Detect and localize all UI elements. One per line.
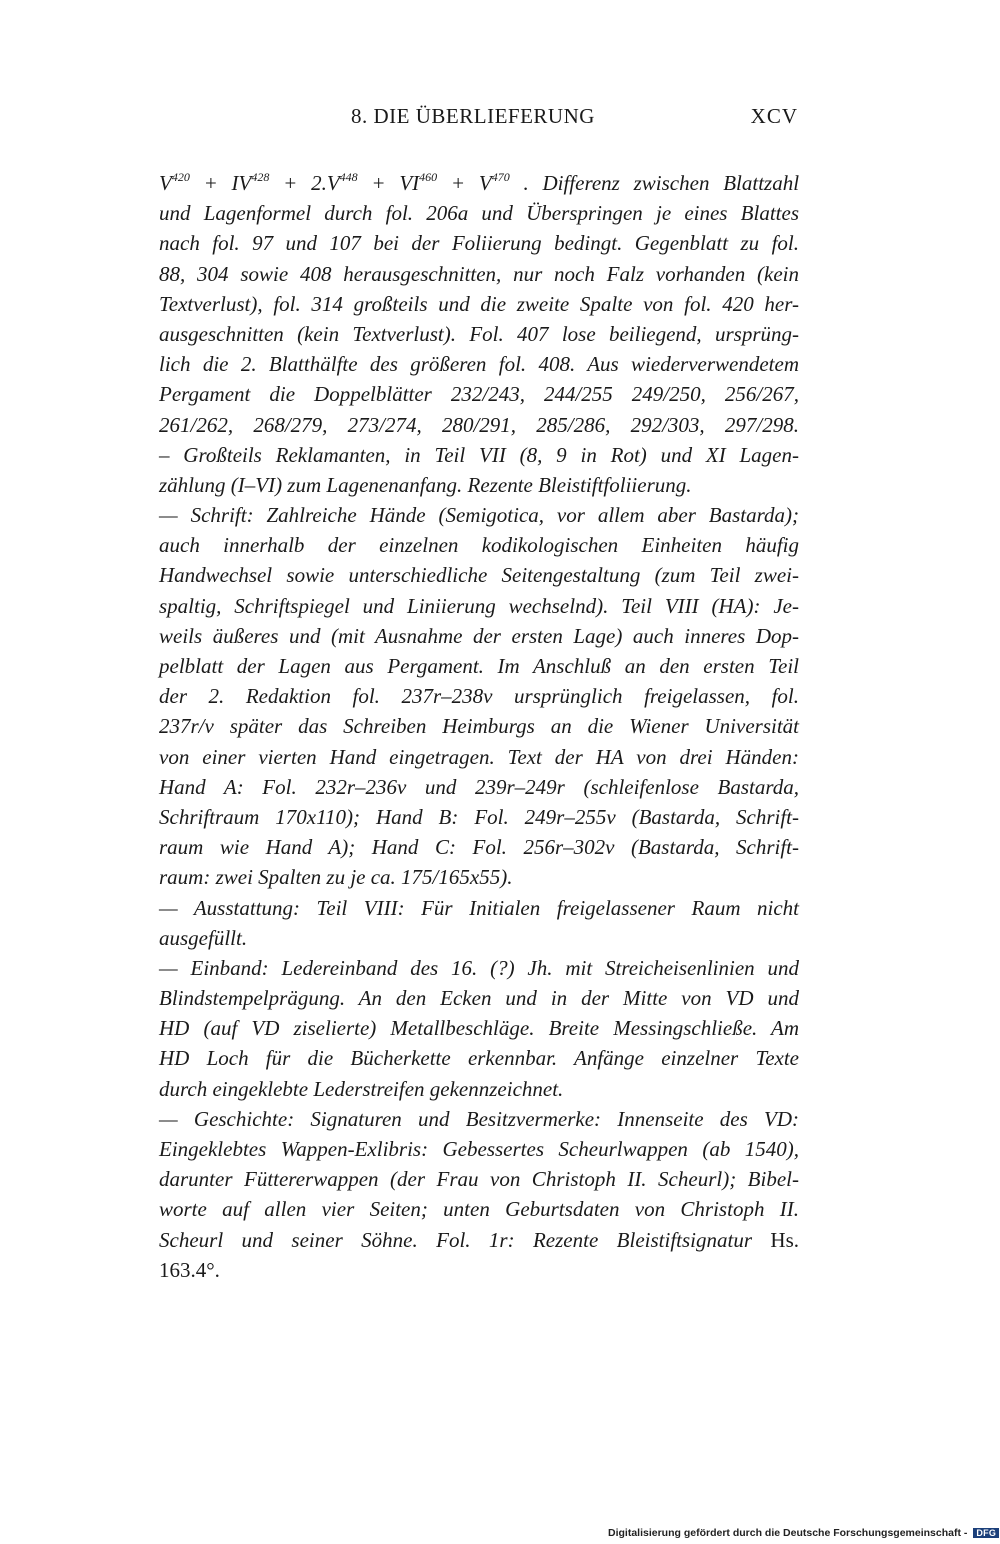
text-line: spaltig, Schriftspiegel und Liniierung wechselnd). Teil VIII (HA): Je- [159,593,799,618]
text-line: — Ausstattung: Teil VIII: Für Initialen freigelassener Raum nicht [159,895,799,920]
formula-line: $V^{420} + IV^{428} + 2.V^{448} + VI^{460} + V^{470}$ . Differenz zwischen Blattzahl [159,170,800,195]
text-line: raum: zwei Spalten zu je ca. 175/165x55). [159,865,513,890]
text-line: durch eingeklebte Lederstreifen gekennzeichnet. [159,1076,564,1101]
formula-tail: . Differenz zwischen Blattzahl [509,171,800,195]
dfg-logo: DFG [973,1528,999,1538]
running-head [0,104,1000,140]
text-line: HD (auf VD ziselierte) Metallbeschläge. Breite Messingschließe. Am [159,1016,799,1041]
funding-note: Digitalisierung gefördert durch die Deutsche Forschungsgemeinschaft - [608,1527,968,1539]
formula-superscript: 428 [251,170,270,184]
text-line: raum wie Hand A); Hand C: Fol. 256r–302v (Bastarda, Schrift- [159,835,799,860]
text-line: nach fol. 97 und 107 bei der Foliierung bedingt. Gegenblatt zu fol. [159,231,799,256]
text-line: zählung (I–VI) zum Lagenenanfang. Rezente Bleistiftfoliierung. [159,472,692,497]
text-line: Textverlust), fol. 314 großteils und die zweite Spalte von fol. 420 her- [159,291,799,316]
formula-superscript: 470 [491,170,510,184]
shelfmark-number: 163.4°. [159,1257,220,1282]
shelfmark: Hs. [770,1227,799,1252]
text-line: 88, 304 sowie 408 herausgeschnitten, nur noch Falz vorhanden (kein [159,261,799,286]
text-line: worte auf allen vier Seiten; unten Geburtsdaten von Christoph II. [159,1197,799,1222]
text-line: der 2. Redaktion fol. 237r–238v ursprünglich freigelassen, fol. [159,684,799,709]
text-line: ausgefüllt. [159,925,248,950]
text-line: – Großteils Reklamanten, in Teil VII (8, 9 in Rot) und XI Lagen- [159,442,799,467]
body-text [159,168,799,1285]
text-line: und Lagenformel durch fol. 206a und Überspringen je eines Blattes [159,201,799,226]
text-line: ausgeschnitten (kein Textverlust). Fol. 407 lose beiliegend, ursprüng- [159,321,799,346]
text-line: — Geschichte: Signaturen und Besitzvermerke: Innenseite des VD: [159,1106,799,1131]
formula-term: VI [399,171,420,195]
text-line: — Einband: Ledereinband des 16. (?) Jh. mit Streicheisenlinien und [159,955,799,980]
page-number: XCV [750,104,798,128]
text-line: weils äußeres und (mit Ausnahme der ersten Lage) auch inneres Dop- [159,623,799,648]
text-line: 237r/v später das Schreiben Heimburgs an die Wiener Universität [159,714,799,739]
text-line: — Schrift: Zahlreiche Hände (Semigotica, vor allem aber Bastarda); [159,503,799,528]
running-title: 8. DIE ÜBERLIEFERUNG [351,104,595,128]
closing-line [159,1225,799,1255]
text-line: auch innerhalb der einzelnen kodikologischen Einheiten häufig [159,533,799,558]
text-line: Blindstempelprägung. An den Ecken und in der Mitte von VD und [159,986,799,1011]
funding-footer [608,1527,999,1539]
formula-superscript: 420 [171,170,190,184]
text-line: 261/262, 268/279, 273/274, 280/291, 285/286, 292/303, 297/298. [159,412,799,437]
text-line: Hand A: Fol. 232r–236v und 239r–249r (schleifenlose Bastarda, [159,774,799,799]
text-line: HD Loch für die Bücherkette erkennbar. Anfänge einzelner Texte [159,1046,799,1071]
formula-term: V [478,171,492,195]
formula-superscript: 448 [339,170,358,184]
text-line: von einer vierten Hand eingetragen. Text der HA von drei Händen: [159,744,799,769]
text-line: Schriftraum 170x110); Hand B: Fol. 249r–255v (Bastarda, Schrift- [159,804,799,829]
text-line: Pergament die Doppelblätter 232/243, 244/255 249/250, 256/267, [159,382,799,407]
text-line: darunter Füttererwappen (der Frau von Christoph II. Scheurl); Bibel- [159,1167,799,1192]
formula-superscript: 460 [419,170,438,184]
formula-term: 2.V [311,171,340,195]
formula-term: IV [231,171,252,195]
text-line: lich die 2. Blatthälfte des größeren fol. 408. Aus wiederverwendetem [159,352,799,377]
closing-text: Scheurl und seiner Söhne. Fol. 1r: Rezente Bleistiftsignatur [159,1227,771,1252]
formula-term: V [159,171,172,195]
text-line: Eingeklebtes Wappen-Exlibris: Gebessertes Scheurlwappen (ab 1540), [159,1137,799,1161]
text-line: pelblatt der Lagen aus Pergament. Im Anschluß an den ersten Teil [159,654,799,678]
text-line: Handwechsel sowie unterschiedliche Seitengestaltung (zum Teil zwei- [159,563,799,588]
